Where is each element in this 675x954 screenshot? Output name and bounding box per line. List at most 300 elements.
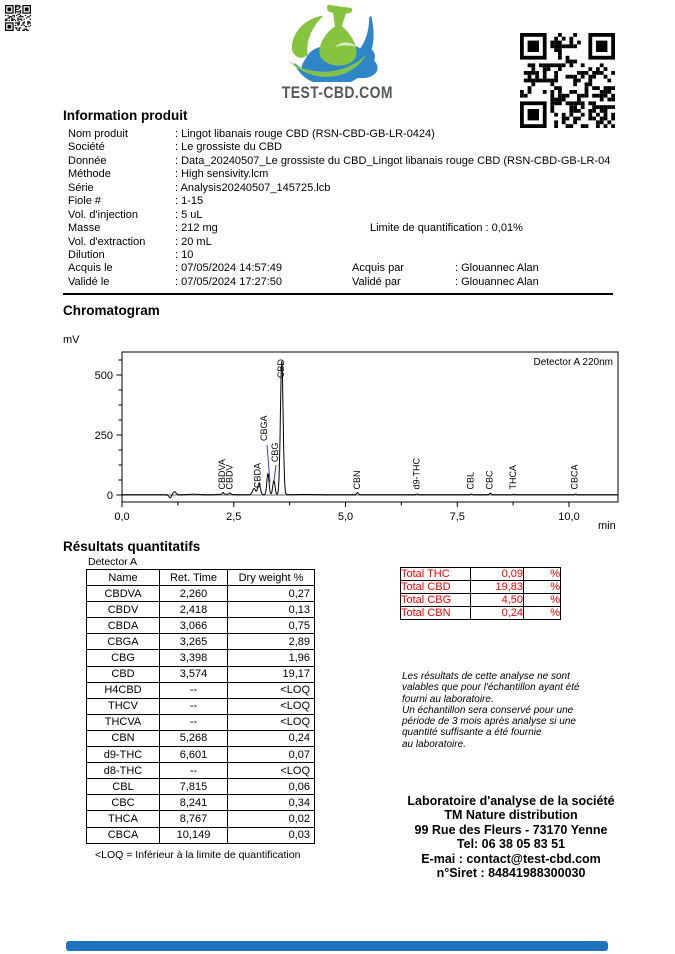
qr-module	[7, 7, 11, 11]
qr-module	[569, 44, 573, 48]
qr-module	[16, 5, 17, 6]
qr-module	[9, 20, 10, 21]
field-label: Acquis le	[68, 262, 113, 275]
x-tick-label: 7,5	[449, 511, 465, 523]
results-row	[87, 763, 315, 779]
qr-module	[569, 60, 573, 64]
qr-module	[562, 94, 566, 98]
dry-weight-pct: 0,13	[228, 602, 315, 618]
peak-label-CBD: CBD	[275, 359, 286, 379]
total-value: 0,24	[471, 607, 524, 620]
dry-weight-pct: 0,27	[228, 586, 315, 602]
peak-label-CBL: CBL	[465, 471, 476, 490]
totals-table	[400, 567, 561, 620]
compound-name: d9-THC	[87, 747, 160, 763]
qr-module	[569, 113, 573, 117]
qr-module	[528, 41, 539, 52]
qr-module	[596, 41, 607, 52]
qr-module	[531, 82, 535, 86]
lab-info-line: E-mai : contact@test-cbd.com	[421, 851, 601, 866]
qr-module	[11, 19, 12, 20]
qr-module	[19, 7, 20, 8]
qr-module	[24, 19, 25, 20]
qr-module	[581, 94, 585, 98]
qr-module	[588, 109, 592, 113]
qr-module	[573, 75, 577, 79]
qr-module	[607, 105, 611, 109]
qr-module	[17, 20, 18, 21]
field-value: : Lingot libanais rouge CBD (RSN-CBD-GB-LR-0424)	[175, 128, 435, 140]
results-row	[87, 827, 315, 843]
qr-module	[16, 11, 17, 12]
total-label: Total CBD	[401, 581, 471, 594]
results-row	[87, 586, 315, 602]
compound-name: CBDA	[87, 618, 160, 634]
peak-leader-line	[274, 465, 276, 481]
qr-module	[550, 101, 554, 105]
qr-module	[607, 98, 611, 102]
qr-module	[19, 30, 20, 31]
results-row	[87, 795, 315, 811]
qr-module	[569, 41, 573, 45]
qr-module	[596, 113, 600, 117]
retention-time: 3,398	[160, 650, 228, 666]
dry-weight-pct: 0,06	[228, 779, 315, 795]
qr-module	[535, 71, 539, 75]
x-tick-label: 5,0	[337, 511, 354, 523]
field-value: : 1-15	[175, 195, 204, 208]
qr-module	[592, 117, 596, 121]
compound-name: THCA	[87, 811, 160, 827]
qr-module	[607, 90, 611, 94]
qr-module	[5, 20, 6, 21]
info-field-row	[68, 209, 674, 222]
test-cbd-logo	[270, 2, 402, 103]
qr-module	[558, 33, 562, 37]
qr-module	[558, 86, 562, 90]
qr-module	[20, 11, 21, 12]
qr-module	[11, 17, 12, 18]
retention-time: 2,418	[160, 602, 228, 618]
qr-module	[550, 41, 554, 45]
retention-time: 6,601	[160, 747, 228, 763]
x-axis-unit-label: min	[598, 520, 616, 532]
qr-module	[15, 10, 16, 11]
qr-module	[24, 30, 25, 31]
peak-label-CBDA: CBDA	[252, 462, 263, 488]
qr-module	[588, 117, 592, 121]
qr-module	[19, 16, 20, 17]
info-field-row	[68, 168, 674, 181]
lab-info-line: 99 Rue des Fleurs - 73170 Yenne	[414, 822, 608, 837]
total-label: Total THC	[401, 568, 471, 581]
qr-module	[6, 19, 7, 20]
y-tick-label: 250	[94, 430, 113, 442]
info-field-row	[68, 182, 674, 195]
column-header: Name	[87, 570, 160, 586]
qr-module	[596, 67, 600, 71]
qr-module	[14, 16, 15, 17]
qr-module	[566, 44, 570, 48]
qr-module	[558, 56, 562, 60]
loq-footnote: <LOQ = Inférieur à la limite de quantification	[95, 849, 301, 861]
dry-weight-pct: 19,17	[228, 666, 315, 682]
retention-time: 5,268	[160, 730, 228, 746]
qr-module	[531, 63, 535, 67]
qr-module	[558, 63, 562, 67]
dry-weight-pct: <LOQ	[228, 714, 315, 730]
field-value: : 20 mL	[175, 235, 212, 248]
qr-module	[577, 41, 581, 45]
peak-label-CBCA: CBCA	[569, 464, 580, 490]
total-row	[401, 594, 561, 607]
disclaimer-line: Les résultats de cette analyse ne sont	[402, 671, 570, 682]
qr-module	[562, 63, 566, 67]
qr-module	[600, 98, 604, 102]
qr-module	[520, 94, 524, 98]
qr-module	[550, 109, 554, 113]
qr-module	[585, 90, 589, 94]
lab-info-line: TM Nature distribution	[444, 808, 578, 823]
qr-module	[569, 63, 573, 67]
retention-time: 8,241	[160, 795, 228, 811]
qr-module	[12, 20, 13, 21]
peak-label-CBG: CBG	[270, 442, 280, 463]
results-row	[87, 779, 315, 795]
peak-label-CBN: CBN	[351, 470, 362, 490]
qr-module	[604, 113, 608, 117]
qr-module	[16, 9, 17, 10]
field-label: Nom produit	[68, 128, 128, 140]
qr-module	[17, 24, 18, 25]
qr-module	[19, 29, 20, 30]
qr-module	[15, 5, 16, 6]
qr-module	[528, 63, 532, 67]
dry-weight-pct: 1,96	[228, 650, 315, 666]
qr-module	[554, 63, 558, 67]
qr-module	[554, 44, 558, 48]
results-row	[87, 698, 315, 714]
qr-module	[581, 113, 585, 117]
results-row	[87, 602, 315, 618]
qr-module	[17, 22, 18, 23]
qr-module	[573, 101, 577, 105]
results-header-row	[87, 570, 315, 586]
qr-module	[566, 94, 570, 98]
qr-module	[29, 26, 30, 27]
qr-module	[604, 86, 608, 90]
qr-module	[550, 63, 554, 67]
qr-module	[569, 105, 573, 109]
qr-module	[558, 101, 562, 105]
field-label: Société	[68, 141, 105, 154]
qr-module	[17, 14, 18, 15]
qr-module	[577, 117, 581, 121]
qr-module	[592, 94, 596, 98]
qr-module	[16, 27, 17, 28]
qr-module	[558, 90, 562, 94]
qr-module	[547, 63, 551, 67]
qr-module	[19, 22, 20, 23]
qr-module	[24, 25, 25, 26]
qr-module	[27, 22, 28, 23]
qr-module	[547, 67, 551, 71]
compound-name: CBD	[87, 666, 160, 682]
info-field-row	[68, 141, 674, 154]
qr-module	[554, 37, 558, 41]
qr-module	[19, 21, 20, 22]
qr-module	[12, 19, 13, 20]
qr-module	[539, 79, 543, 83]
qr-module	[596, 94, 600, 98]
qr-module	[588, 67, 592, 71]
qr-module	[17, 11, 18, 12]
qr-module	[596, 105, 600, 109]
qr-module	[604, 117, 608, 121]
qr-module	[30, 25, 31, 26]
results-table-header	[87, 570, 315, 586]
qr-module	[573, 79, 577, 83]
qr-module	[554, 79, 558, 83]
compound-name: CBDV	[87, 602, 160, 618]
qr-module	[554, 48, 558, 52]
qr-module	[566, 75, 570, 79]
qr-module	[531, 71, 535, 75]
field-value: : Le grossiste du CBD	[175, 141, 282, 154]
chromatogram-chart	[0, 330, 675, 540]
qr-module	[600, 120, 604, 124]
compound-name: CBDVA	[87, 586, 160, 602]
qr-module	[528, 90, 532, 94]
field-value: : 10	[175, 248, 194, 261]
qr-module	[588, 82, 592, 86]
qr-module	[15, 27, 16, 28]
peak-label-d9-THC: d9-THC	[411, 457, 422, 490]
qr-module	[596, 120, 600, 124]
qr-module	[11, 16, 12, 17]
total-label: Total CBG	[401, 594, 471, 607]
field-value-2: : Glouannec Alan	[455, 275, 539, 288]
qr-module	[528, 109, 539, 120]
qr-module	[29, 22, 30, 23]
retention-time: 3,574	[160, 666, 228, 682]
qr-module	[19, 5, 20, 6]
field-extra: Limite de quantification : 0,01%	[370, 222, 523, 235]
signal-trace	[122, 361, 617, 498]
qr-module	[558, 67, 562, 71]
qr-module	[9, 16, 10, 17]
retention-time: 2,260	[160, 586, 228, 602]
qr-module	[14, 19, 15, 20]
qr-module	[604, 105, 608, 109]
peak-label-CBDV: CBDV	[224, 464, 235, 490]
disclaimer-line: période de 3 mois après analyse si une	[402, 716, 576, 728]
qr-module	[604, 75, 608, 79]
qr-module	[30, 19, 31, 20]
dry-weight-pct: 0,02	[228, 811, 315, 827]
results-row	[87, 682, 315, 698]
compound-name: CBC	[87, 795, 160, 811]
quantitative-results-table	[86, 569, 315, 844]
qr-module	[543, 63, 547, 67]
qr-module	[20, 16, 21, 17]
qr-module	[14, 15, 15, 16]
qr-module	[17, 17, 18, 18]
qr-module	[21, 25, 22, 26]
qr-module	[562, 117, 566, 121]
qr-module	[27, 30, 28, 31]
qr-module	[25, 7, 29, 11]
section-title-chromatogram: Chromatogram	[63, 303, 160, 318]
logo-wordmark: TEST-CBD.COM	[281, 83, 393, 102]
qr-module	[581, 105, 585, 109]
info-field-row	[68, 128, 674, 141]
qr-module	[607, 120, 611, 124]
lab-info-line: Laboratoire d'analyse de la société	[407, 794, 615, 808]
qr-module	[550, 105, 554, 109]
disclaimer-line: valables que pour l'échantillon ayant été	[402, 682, 580, 694]
info-field-row	[68, 195, 674, 208]
results-row	[87, 650, 315, 666]
qr-module	[573, 60, 577, 64]
qr-module	[611, 86, 615, 90]
qr-module	[539, 63, 543, 67]
results-row	[87, 811, 315, 827]
qr-module	[524, 71, 528, 75]
results-row	[87, 618, 315, 634]
dry-weight-pct: 0,03	[228, 827, 315, 843]
total-value: 19,83	[471, 581, 524, 594]
qr-module	[588, 113, 592, 117]
qr-module	[26, 30, 27, 31]
qr-module	[19, 27, 20, 28]
x-tick-label: 10,0	[558, 511, 580, 523]
field-label: Série	[68, 181, 94, 194]
qr-module	[562, 120, 566, 124]
qr-module	[531, 67, 535, 71]
qr-module	[24, 22, 25, 23]
results-row	[87, 714, 315, 730]
qr-module	[19, 6, 20, 7]
qr-module	[550, 90, 554, 94]
qr-module	[15, 7, 16, 8]
qr-module	[566, 60, 570, 64]
qr-module	[600, 71, 604, 75]
qr-module	[15, 6, 16, 7]
qr-module	[577, 109, 581, 113]
y-tick-label: 0	[106, 490, 113, 502]
total-value: 0,09	[471, 568, 524, 581]
dry-weight-pct: <LOQ	[228, 698, 315, 714]
total-row	[401, 581, 561, 594]
qr-module	[554, 41, 558, 45]
results-row	[87, 730, 315, 746]
qr-module	[592, 105, 596, 109]
qr-module	[17, 9, 18, 10]
qr-module	[24, 21, 25, 22]
info-field-row	[68, 249, 674, 262]
qr-module	[569, 101, 573, 105]
qr-module	[543, 71, 547, 75]
qr-module	[558, 44, 562, 48]
qr-module	[520, 90, 524, 94]
qr-module	[29, 16, 30, 17]
qr-module	[550, 94, 554, 98]
qr-module	[22, 16, 23, 17]
qr-module	[29, 21, 30, 22]
dry-weight-pct: 0,24	[228, 730, 315, 746]
qr-module	[604, 67, 608, 71]
qr-module	[566, 101, 570, 105]
retention-time: --	[160, 682, 228, 698]
field-label: Dilution	[68, 248, 105, 261]
section-title-information-produit: Information produit	[63, 108, 188, 123]
column-header: Dry weight %	[228, 570, 315, 586]
retention-time: 7,815	[160, 779, 228, 795]
disclaimer-line: fourni au laboratoire.	[402, 693, 494, 705]
qr-module	[7, 17, 8, 18]
qr-module	[569, 109, 573, 113]
qr-module	[6, 20, 7, 21]
qr-module	[585, 94, 589, 98]
field-value: : 07/05/2024 14:57:49	[175, 262, 283, 275]
qr-module	[22, 30, 23, 31]
dry-weight-pct: 0,07	[228, 747, 315, 763]
qr-module	[17, 30, 18, 31]
info-field-row	[68, 236, 674, 249]
qr-module	[558, 52, 562, 56]
qr-module	[17, 25, 18, 26]
qr-module	[20, 27, 21, 28]
qr-module	[528, 86, 532, 90]
qr-module	[611, 98, 615, 102]
qr-module	[5, 15, 6, 16]
total-label: Total CBN	[401, 607, 471, 620]
qr-module	[600, 90, 604, 94]
qr-module	[604, 109, 608, 113]
qr-module	[16, 6, 17, 7]
qr-module	[11, 20, 12, 21]
qr-module	[554, 75, 558, 79]
qr-module	[600, 109, 604, 113]
qr-module	[15, 25, 16, 26]
qr-module	[585, 86, 589, 90]
qr-module	[528, 79, 532, 83]
total-unit: %	[524, 581, 561, 594]
qr-module	[528, 71, 532, 75]
qr-module	[554, 86, 558, 90]
field-label-2: Acquis par	[352, 262, 404, 275]
qr-module	[569, 75, 573, 79]
qr-module	[566, 117, 570, 121]
dry-weight-pct: 0,34	[228, 795, 315, 811]
qr-module	[535, 79, 539, 83]
qr-module	[577, 94, 581, 98]
retention-time: --	[160, 763, 228, 779]
qr-module	[562, 44, 566, 48]
compound-name: CBN	[87, 730, 160, 746]
peak-label-CBGA: CBGA	[258, 415, 269, 441]
qr-module	[554, 120, 558, 124]
field-label: Fiole #	[68, 195, 102, 208]
qr-module	[581, 75, 585, 79]
qr-module	[554, 98, 558, 102]
section-title-resultats: Résultats quantitatifs	[63, 539, 201, 554]
total-value: 4,50	[471, 594, 524, 607]
qr-module	[577, 101, 581, 105]
qr-module	[15, 22, 16, 23]
qr-module	[550, 82, 554, 86]
